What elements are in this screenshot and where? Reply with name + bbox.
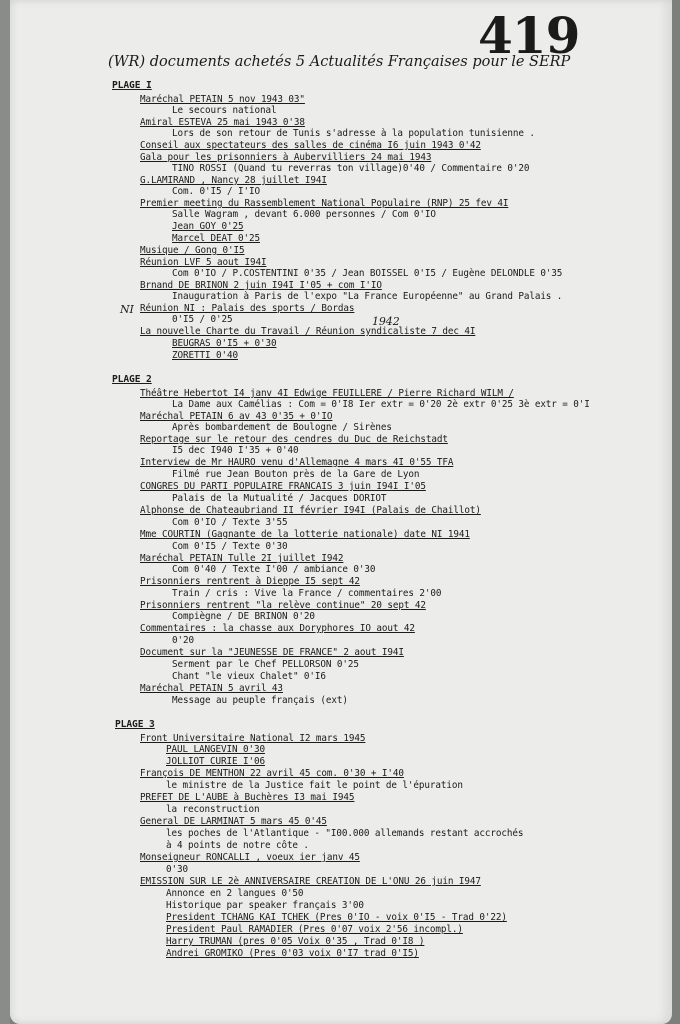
text-line: Brnand DE BRINON 2 juin I94I I'05 + com I'IO (140, 280, 382, 291)
text-line: La Dame aux Camélias : Com = 0'I8 Ier extr = 0'20 2è extr 0'25 3è extr = 0'I (172, 399, 590, 410)
text-line: François DE MENTHON 22 avril 45 com. 0'30 + I'40 (140, 768, 404, 779)
text-line: Lors de son retour de Tunis s'adresse à la population tunisienne . (172, 128, 535, 139)
text-line: Salle Wagram , devant 6.000 personnes / Com 0'IO (172, 209, 436, 220)
text-line: Historique par speaker français 3'00 (166, 900, 364, 911)
text-line: Conseil aux spectateurs des salles de cinéma I6 juin 1943 0'42 (140, 140, 481, 151)
text-line: PREFET DE L'AUBE à Buchères I3 mai I945 (140, 792, 355, 803)
text-line: Annonce en 2 langues 0'50 (166, 888, 304, 899)
handwritten-margin-note: 1942 (372, 315, 400, 328)
text-line: Chant "le vieux Chalet" 0'I6 (172, 671, 326, 682)
text-line: Maréchal PETAIN 5 nov 1943 03" (140, 94, 305, 105)
text-line: Document sur la "JEUNESSE DE FRANCE" 2 aout I94I (140, 647, 404, 658)
text-line: les poches de l'Atlantique - "I00.000 allemands restant accrochés (166, 828, 524, 839)
text-line: La nouvelle Charte du Travail / Réunion syndicaliste 7 dec 4I (140, 326, 476, 337)
handwritten-header-note: (WR) documents achetés 5 Actualités Françaises pour le SERP (108, 54, 571, 70)
text-line: 0'I5 / 0'25 (172, 314, 233, 325)
text-line: Réunion LVF 5 aout I94I (140, 257, 267, 268)
text-line: EMISSION SUR LE 2è ANNIVERSAIRE CREATION DE L'ONU 26 juin I947 (140, 876, 481, 887)
text-line: Com 0'I5 / Texte 0'30 (172, 541, 288, 552)
text-line: à 4 points de notre côte . (166, 840, 309, 851)
page-number: 419 (478, 6, 580, 65)
text-line: Interview de Mr HAURO venu d'Allemagne 4 mars 4I 0'55 TFA (140, 457, 454, 468)
text-line: Commentaires : la chasse aux Doryphores IO aout 42 (140, 623, 415, 634)
text-line: JOLLIOT CURIE I'06 (166, 756, 265, 767)
text-line: President Paul RAMADIER (Pres 0'07 voix 2'56 incompl.) (166, 924, 463, 935)
text-line: ZORETTI 0'40 (172, 350, 238, 361)
text-line: PAUL LANGEVIN 0'30 (166, 744, 265, 755)
text-line: Prisonniers rentrent "la relève continue" 20 sept 42 (140, 600, 426, 611)
handwritten-margin-note: NI (120, 303, 134, 316)
text-line: Alphonse de Chateaubriand II février I94I (Palais de Chaillot) (140, 505, 481, 516)
section-heading: PLAGE I (112, 80, 152, 91)
text-line: Théâtre Hebertot I4 janv 4I Edwige FEUILLERE / Pierre Richard WILM / (140, 388, 514, 399)
text-line: la reconstruction (166, 804, 260, 815)
section-heading: PLAGE 3 (115, 719, 155, 730)
text-line: Musique / Gong 0'I5 (140, 245, 245, 256)
text-line: Premier meeting du Rassemblement National Populaire (RNP) 25 fev 4I (140, 198, 509, 209)
text-line: Com. 0'I5 / I'IO (172, 186, 260, 197)
text-line: Compiègne / DE BRINON 0'20 (172, 611, 315, 622)
text-line: Filmé rue Jean Bouton près de la Gare de Lyon (172, 469, 420, 480)
text-line: Jean GOY 0'25 (172, 221, 244, 232)
text-line: President TCHANG KAI TCHEK (Pres 0'IO - voix 0'I5 - Trad 0'22) (166, 912, 507, 923)
text-line: Monseigneur RONCALLI , voeux ier janv 45 (140, 852, 360, 863)
text-line: Com 0'IO / P.COSTENTINI 0'35 / Jean BOISSEL 0'I5 / Eugène DELONDLE 0'35 (172, 268, 563, 279)
text-line: Palais de la Mutualité / Jacques DORIOT (172, 493, 387, 504)
text-line: TINO ROSSI (Quand tu reverras ton village)0'40 / Commentaire 0'20 (172, 163, 530, 174)
text-line: G.LAMIRAND , Nancy 28 juillet I94I (140, 175, 327, 186)
text-line: Andrei GROMIKO (Pres 0'03 voix 0'I7 trad 0'I5) (166, 948, 419, 959)
text-line: Harry TRUMAN (pres 0'05 Voix 0'35 , Trad 0'I8 ) (166, 936, 425, 947)
text-line: Réunion NI : Palais des sports / Bordas (140, 303, 355, 314)
text-line: Train / cris : Vive la France / commentaires 2'00 (172, 588, 442, 599)
text-line: Com 0'IO / Texte 3'55 (172, 517, 288, 528)
text-line: Maréchal PETAIN Tulle 2I juillet I942 (140, 553, 344, 564)
text-line: Front Universitaire National I2 mars 1945 (140, 733, 366, 744)
text-line: Message au peuple français (ext) (172, 695, 348, 706)
text-line: Inauguration à Paris de l'expo "La France Européenne" au Grand Palais . (172, 291, 563, 302)
text-line: Le secours national (172, 105, 277, 116)
text-line: 0'30 (166, 864, 188, 875)
section-heading: PLAGE 2 (112, 374, 152, 385)
text-line: BEUGRAS 0'I5 + 0'30 (172, 338, 277, 349)
text-line: Marcel DEAT 0'25 (172, 233, 260, 244)
text-line: Mme COURTIN (Gagnante de la lotterie nationale) date NI 1941 (140, 529, 470, 540)
text-line: CONGRES DU PARTI POPULAIRE FRANCAIS 3 juin I94I I'05 (140, 481, 426, 492)
text-line: General DE LARMINAT 5 mars 45 0'45 (140, 816, 327, 827)
text-line: Serment par le Chef PELLORSON 0'25 (172, 659, 359, 670)
text-line: Maréchal PETAIN 6 av 43 0'35 + 0'IO (140, 411, 333, 422)
text-line: le ministre de la Justice fait le point de l'épuration (166, 780, 463, 791)
text-line: Com 0'40 / Texte I'00 / ambiance 0'30 (172, 564, 376, 575)
text-line: Prisonniers rentrent à Dieppe I5 sept 42 (140, 576, 360, 587)
text-line: I5 dec I940 I'35 + 0'40 (172, 445, 299, 456)
text-line: Amiral ESTEVA 25 mai 1943 0'38 (140, 117, 305, 128)
text-line: Gala pour les prisonniers à Aubervilliers 24 mai 1943 (140, 152, 432, 163)
text-line: 0'20 (172, 635, 194, 646)
text-line: Après bombardement de Boulogne / Sirènes (172, 422, 392, 433)
text-line: Reportage sur le retour des cendres du Duc de Reichstadt (140, 434, 448, 445)
text-line: Maréchal PETAIN 5 avril 43 (140, 683, 283, 694)
